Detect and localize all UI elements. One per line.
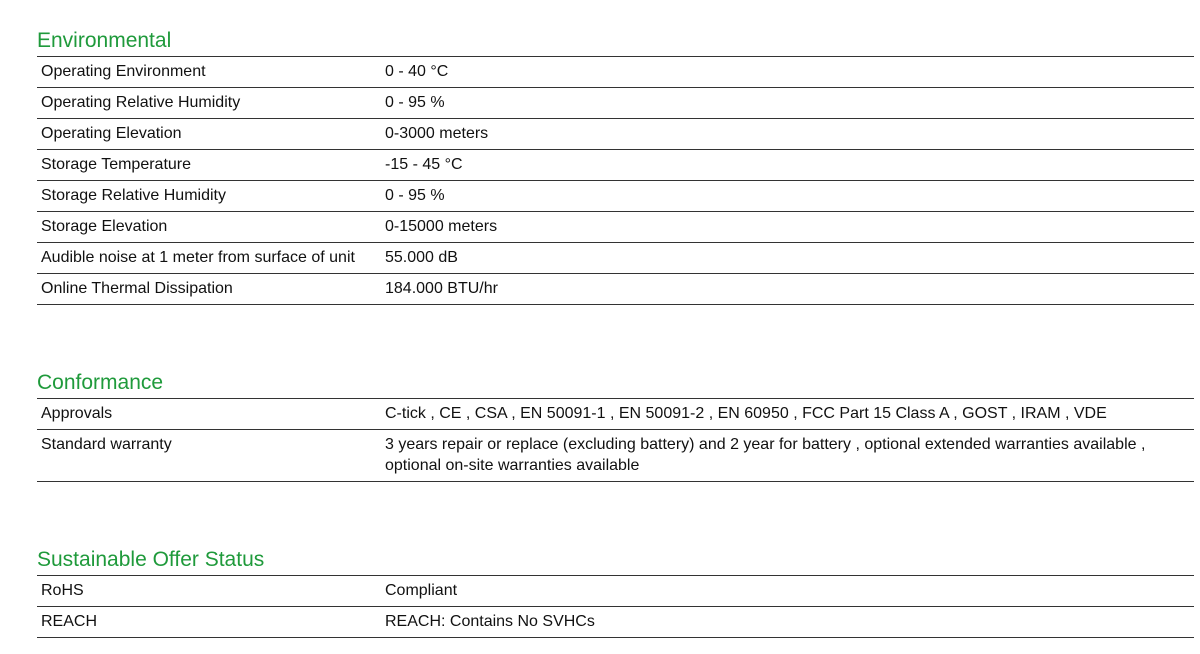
section-environmental xyxy=(37,29,1194,305)
spec-value: 55.000 dB xyxy=(385,249,458,266)
spec-label: REACH xyxy=(41,613,98,630)
table-row xyxy=(37,399,1194,430)
spec-label: Operating Relative Humidity xyxy=(41,94,241,111)
spec-label: Standard warranty xyxy=(41,436,172,453)
table-row xyxy=(37,181,1194,212)
table-row xyxy=(37,243,1194,274)
table-row xyxy=(37,607,1194,638)
spec-value: 0-3000 meters xyxy=(385,125,489,142)
table-row xyxy=(37,274,1194,305)
spec-label: Audible noise at 1 meter from surface of unit xyxy=(41,249,355,266)
section-conformance xyxy=(37,371,1194,482)
spec-value: 0 - 40 °C xyxy=(385,63,449,80)
spec-value: 0-15000 meters xyxy=(385,218,498,235)
section-title-sustainable-offer-status: Sustainable Offer Status xyxy=(37,548,265,571)
spec-value: REACH: Contains No SVHCs xyxy=(385,613,595,630)
table-row xyxy=(37,57,1194,88)
spec-value: 0 - 95 % xyxy=(385,94,445,111)
table-row xyxy=(37,119,1194,150)
spec-table-sustainable xyxy=(37,575,1194,638)
spec-label: Approvals xyxy=(41,405,113,422)
spec-label: Online Thermal Dissipation xyxy=(41,280,233,297)
spec-label: Operating Elevation xyxy=(41,125,182,142)
spec-value: -15 - 45 °C xyxy=(385,156,463,173)
section-sustainable-offer-status xyxy=(37,548,1194,638)
spec-value: 3 years repair or replace (excluding battery) and 2 year for battery , optional extended warranties available , optional on-site warranties available xyxy=(385,436,1146,474)
spec-label: Storage Relative Humidity xyxy=(41,187,226,204)
spec-table-environmental xyxy=(37,56,1194,305)
spec-label: Storage Temperature xyxy=(41,156,192,173)
spec-label: Storage Elevation xyxy=(41,218,168,235)
table-row xyxy=(37,576,1194,607)
spec-table-conformance xyxy=(37,398,1194,482)
spec-value: C-tick , CE , CSA , EN 50091-1 , EN 50091-2 , EN 60950 , FCC Part 15 Class A , GOST , IRAM , VDE xyxy=(385,405,1107,422)
spec-label: Operating Environment xyxy=(41,63,206,80)
spec-value: Compliant xyxy=(385,582,458,599)
spec-value: 0 - 95 % xyxy=(385,187,445,204)
table-row xyxy=(37,150,1194,181)
table-row xyxy=(37,88,1194,119)
table-row xyxy=(37,212,1194,243)
spec-label: RoHS xyxy=(41,582,84,599)
table-row xyxy=(37,430,1194,482)
section-title-environmental: Environmental xyxy=(37,29,172,52)
section-title-conformance: Conformance xyxy=(37,371,164,394)
spec-value: 184.000 BTU/hr xyxy=(385,280,498,297)
